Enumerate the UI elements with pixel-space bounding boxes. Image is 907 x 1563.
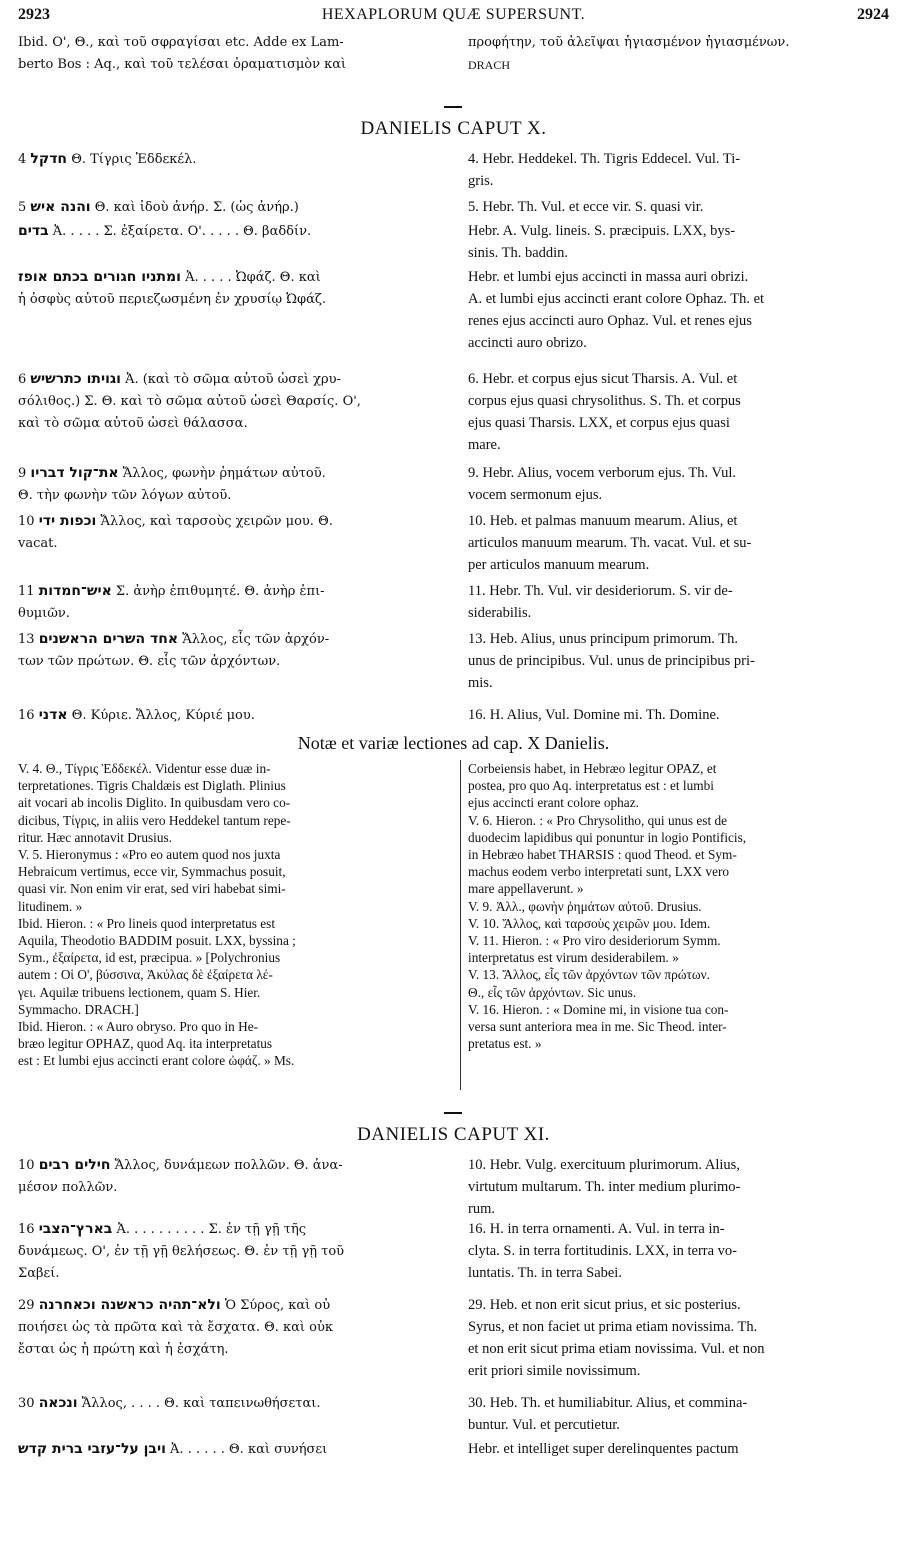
entry-left <box>18 462 448 507</box>
greek-reading: των τῶν πρώτων. Θ. εἷς τῶν ἀρχόντων. <box>18 654 281 669</box>
latin-translation-line: accincti auro obrizo. <box>468 335 587 351</box>
greek-reading: Σαβεί. <box>18 1266 60 1281</box>
hebrew-lemma: חילים רבים <box>38 1157 111 1173</box>
entry-right <box>468 462 888 506</box>
note-line: autem : Οἱ O', βύσσινα, Ἀκύλας δὲ ἐξαίρετα λέ- <box>18 967 273 983</box>
notes-left-column <box>18 760 448 1070</box>
hebrew-lemma: אחד השרים הראשנים <box>38 631 179 647</box>
latin-translation-line: 10. Heb. et palmas manuum mearum. Alius, et <box>468 513 738 529</box>
entry-left <box>18 196 448 219</box>
note-line: Symmacho. DRACH.] <box>18 1001 139 1017</box>
note-line: V. 4. Θ., Τίγρις Ἐδδεκέλ. Videntur esse duæ in- <box>18 761 271 776</box>
latin-translation-line: erit priori simile novissimum. <box>468 1363 641 1379</box>
running-title: HEXAPLORUM QUÆ SUPERSUNT. <box>321 6 586 23</box>
greek-reading: 4 Θ. Τίγρις Ἐδδεκέλ. <box>18 152 197 167</box>
note-line: machus eodem verbo interpretati sunt, LXX vero <box>468 864 730 880</box>
text-line <box>18 651 448 673</box>
notes-right-column <box>468 760 888 1052</box>
greek-reading: 5 Θ. καὶ ἰδοὺ ἀνήρ. Σ. (ὡς ἀνήρ.) <box>18 200 299 215</box>
section-divider <box>444 1112 462 1114</box>
entry-left <box>18 266 448 311</box>
text-line <box>18 1392 448 1415</box>
text-line <box>18 462 448 485</box>
greek-reading: 16 Ἀ. . . . . . . . . . Σ. ἐν τῇ γῇ τῆς <box>18 1222 307 1237</box>
note-line: V. 6. Hieron. : « Pro Chrysolitho, qui unus est de <box>468 812 728 828</box>
latin-translation-line: 4. Hebr. Heddekel. Th. Tigris Eddecel. Vul. Ti- <box>468 151 741 167</box>
latin-translation-line: per articulos manuum mearum. <box>468 557 650 573</box>
note-line: ritur. Hæc annotavit Drusius. <box>18 829 173 845</box>
greek-reading: 10 Ἄλλος, δυνάμεων πολλῶν. Θ. ἀνα- <box>18 1158 343 1173</box>
latin-translation-line: 16. H. in terra ornamenti. A. Vul. in terra in- <box>468 1221 725 1237</box>
greek-reading: καὶ τὸ σῶμα αὐτοῦ ὡσεὶ θάλασσα. <box>18 416 248 431</box>
entry-right <box>468 580 888 624</box>
note-line: mare appellaverunt. » <box>468 881 584 897</box>
note-line: Θ., εἷς τῶν ἀρχόντων. Sic unus. <box>468 984 637 1000</box>
hebrew-lemma: וכפות ידי <box>38 513 97 529</box>
text-line <box>18 580 448 603</box>
note-line: V. 13. Ἄλλος, εἷς τῶν ἀρχόντων τῶν πρώτων. <box>468 967 710 983</box>
hebrew-lemma: ומתניו חגורים בכתם אופז <box>18 269 181 285</box>
text-line <box>18 1154 448 1177</box>
greek-reading: 16 Θ. Κύριε. Ἄλλος, Κύριέ μου. <box>18 708 255 723</box>
greek-reading: 29 Ὁ Σύρος, καὶ οὐ <box>18 1298 331 1313</box>
text-line <box>18 413 448 435</box>
text-line <box>18 1218 448 1241</box>
latin-translation-line: 9. Hebr. Alius, vocem verborum ejus. Th. Vul. <box>468 465 737 481</box>
note-line: pretatus est. » <box>468 1036 542 1052</box>
text-line <box>18 289 448 311</box>
greek-reading: Θ. τὴν φωνὴν τῶν λόγων αὐτοῦ. <box>18 488 232 503</box>
text-line <box>18 1263 448 1285</box>
note-line: Aquila, Theodotio BADDIM posuit. LXX, byssina ; <box>18 933 296 949</box>
note-line: Hebraicum vertimus, ecce vir, Symmachus posuit, <box>18 864 286 880</box>
greek-reading: ποιήσει ὡς τὰ πρῶτα καὶ τὰ ἔσχατα. Θ. καὶ οὐκ <box>18 1320 333 1335</box>
latin-translation-line: gris. <box>468 173 494 189</box>
entry-right <box>468 148 888 192</box>
latin-translation-line: 30. Heb. Th. et humiliabitur. Alius, et commina- <box>468 1395 748 1411</box>
text-line: Ibid. O', Θ., καὶ τοῦ σφραγίσαι etc. Adde ex Lam- <box>18 35 344 50</box>
latin-translation-line: et non erit sicut prima etiam novissima. Vul. et non <box>468 1341 765 1357</box>
entry-left <box>18 704 448 727</box>
entry-left <box>18 148 448 171</box>
note-line: duodecim lapidibus qui ponuntur in logio Pontificis, <box>468 829 747 845</box>
latin-translation-line: Hebr. A. Vulg. lineis. S. præcipuis. LXX, bys- <box>468 223 736 239</box>
hebrew-lemma: והנה איש <box>30 199 91 215</box>
hebrew-lemma: וגויתו כתרשיש <box>30 371 121 387</box>
greek-reading: 30 Ἄλλος, . . . . Θ. καὶ ταπεινωθήσεται. <box>18 1396 321 1411</box>
text-line <box>18 510 448 533</box>
page-number-left: 2923 <box>18 6 50 23</box>
latin-translation-line: Hebr. et intelliget super derelinquentes pactum <box>468 1441 739 1457</box>
latin-translation-line: Syrus, et non faciet ut prima etiam novissima. Th. <box>468 1319 758 1335</box>
chapter-xi-title: DANIELIS CAPUT XI. <box>357 1124 550 1145</box>
note-line: litudinem. » <box>18 898 83 914</box>
latin-translation-line: ejus quasi Tharsis. LXX, et corpus ejus quasi <box>468 415 730 431</box>
latin-translation-line: 5. Hebr. Th. Vul. et ecce vir. S. quasi vir. <box>468 199 704 215</box>
note-line: V. 9. Ἀλλ., φωνὴν ῥημάτων αὐτοῦ. Drusius. <box>468 898 702 914</box>
note-line: Corbeiensis habet, in Hebræo legitur OPAZ, et <box>468 761 717 776</box>
latin-translation-line: virtutum multarum. Th. inter medium plurimo- <box>468 1179 741 1195</box>
chapter-x-title: DANIELIS CAPUT X. <box>360 118 547 139</box>
greek-reading: ἔσται ὡς ἡ πρώτη καὶ ἡ ἐσχάτη. <box>18 1342 229 1357</box>
entry-left <box>18 510 448 555</box>
greek-reading: 13 Ἄλλος, εἷς τῶν ἀρχόν- <box>18 632 330 647</box>
text-line <box>18 1241 448 1263</box>
latin-translation-line: mare. <box>468 437 501 453</box>
hebrew-lemma: ולא־תהיה כראשנה וכאחרנה <box>38 1297 221 1313</box>
hebrew-lemma: אדני <box>38 707 68 723</box>
text-line <box>18 1317 448 1339</box>
entry-left <box>18 368 448 435</box>
latin-translation-line: renes ejus accincti auro Ophaz. Vul. et renes ejus <box>468 313 752 329</box>
latin-translation-line: mis. <box>468 675 493 691</box>
latin-translation-line: rum. <box>468 1201 495 1217</box>
latin-translation-line: articulos manuum mearum. Th. vacat. Vul. et su- <box>468 535 752 551</box>
hebrew-lemma: איש־חמדות <box>38 583 112 599</box>
greek-reading: 9 Ἄλλος, φωνὴν ῥημάτων αὐτοῦ. <box>18 466 326 481</box>
section-divider <box>444 106 462 108</box>
greek-reading: θυμιῶν. <box>18 606 70 621</box>
latin-translation-line: Hebr. et lumbi ejus accincti in massa auri obrizi. <box>468 269 749 285</box>
text-line: DRACH <box>468 58 511 72</box>
page-header <box>18 6 889 32</box>
column-separator <box>460 760 461 1090</box>
latin-translation-line: 10. Hebr. Vulg. exercituum plurimorum. Alius, <box>468 1157 740 1173</box>
latin-translation-line: 29. Heb. et non erit sicut prius, et sic posterius. <box>468 1297 741 1313</box>
latin-translation-line: vocem sermonum ejus. <box>468 487 603 503</box>
note-line: V. 10. Ἄλλος, καὶ ταρσοὺς χειρῶν μου. Idem. <box>468 915 711 931</box>
note-line: terpretationes. Tigris Chaldæis est Diglath. Plinius <box>18 778 286 794</box>
greek-reading: 6 Ἀ. (καὶ τὸ σῶμα αὐτοῦ ὡσεὶ χρυ- <box>18 372 341 387</box>
entry-right <box>468 704 888 726</box>
note-line: V. 5. Hieronymus : «Pro eo autem quod nos juxta <box>18 847 281 863</box>
entry-left <box>18 1392 448 1415</box>
greek-reading: Ἀ. . . . . Σ. ἐξαίρετα. O'. . . . . Θ. βαδδίν. <box>52 224 312 239</box>
greek-reading: ἡ ὀσφὺς αὐτοῦ περιεζωσμένη ἐν χρυσίῳ Ὠφάζ. <box>18 292 327 307</box>
top-fragment-left <box>18 32 448 76</box>
entry-left <box>18 1154 448 1199</box>
latin-translation-line: luntatis. Th. in terra Sabei. <box>468 1265 622 1281</box>
note-line: V. 16. Hieron. : « Domine mi, in visione tua con- <box>468 1001 729 1017</box>
latin-translation-line: 11. Hebr. Th. Vul. vir desideriorum. S. vir de- <box>468 583 733 599</box>
text-line <box>18 1438 448 1461</box>
note-line: Sym., ἐξαίρετα, id est, præcipua. » [Polychronius <box>18 950 281 966</box>
page-number-right: 2924 <box>857 6 889 23</box>
note-line: γει. Aquilæ tribuens lectionem, quam S. Hier. <box>18 984 261 1000</box>
greek-reading: Ἀ. . . . . . Θ. καὶ συνήσει <box>170 1442 328 1457</box>
note-line: ejus accincti erant colore ophaz. <box>468 795 639 811</box>
entry-left <box>18 628 448 673</box>
latin-translation-line: 6. Hebr. et corpus ejus sicut Tharsis. A. Vul. et <box>468 371 738 387</box>
text-line <box>18 533 448 555</box>
entry-right <box>468 368 888 456</box>
hebrew-lemma: בארץ־הצבי <box>38 1221 113 1237</box>
text-line: προφήτην, τοῦ ἀλεῖψαι ἡγιασμένον ἡγιασμένων. <box>468 35 790 50</box>
text-line <box>18 603 448 625</box>
text-line <box>18 1339 448 1361</box>
entry-right <box>468 1392 888 1436</box>
note-line: V. 11. Hieron. : « Pro viro desideriorum Symm. <box>468 933 721 949</box>
greek-reading: vacat. <box>18 536 58 551</box>
text-line: berto Bos : Aq., καὶ τοῦ τελέσαι ὁραματισμὸν καὶ <box>18 57 347 72</box>
greek-reading: Ἀ. . . . . Ὠφάζ. Θ. καὶ <box>185 270 321 285</box>
entry-left <box>18 580 448 625</box>
text-line <box>18 196 448 219</box>
greek-reading: 11 Σ. ἀνὴρ ἐπιθυμητέ. Θ. ἀνὴρ ἐπι- <box>18 584 325 599</box>
note-line: dicibus, Τίγρις, in aliis vero Heddekel tantum repe- <box>18 812 291 828</box>
latin-translation-line: 13. Heb. Alius, unus principum primorum. Th. <box>468 631 738 647</box>
entry-right <box>468 1154 888 1220</box>
latin-translation-line: A. et lumbi ejus accincti erant colore Ophaz. Th. et <box>468 291 765 307</box>
text-line <box>18 485 448 507</box>
hebrew-lemma: חדקל <box>30 151 68 167</box>
note-line: in Hebræo habet THARSIS : quod Theod. et Sym- <box>468 847 737 863</box>
hebrew-lemma: ויבן על־עזבי ברית קדש <box>18 1441 166 1457</box>
entry-right <box>468 510 888 576</box>
entry-right <box>468 1438 888 1460</box>
hebrew-lemma: בדים <box>18 223 49 239</box>
entry-right <box>468 1294 888 1382</box>
latin-translation-line: sinis. Th. baddin. <box>468 245 569 261</box>
text-line <box>18 704 448 727</box>
note-line: Ibid. Hieron. : « Pro lineis quod interpretatus est <box>18 915 276 931</box>
note-line: versa sunt anteriora mea in me. Sic Theod. inter- <box>468 1019 727 1035</box>
latin-translation-line: buntur. Vul. et percutietur. <box>468 1417 620 1433</box>
text-line <box>18 1177 448 1199</box>
hebrew-lemma: ונכאה <box>38 1395 78 1411</box>
greek-reading: μέσον πολλῶν. <box>18 1180 118 1195</box>
latin-translation-line: siderabilis. <box>468 605 532 621</box>
text-line <box>18 266 448 289</box>
text-line <box>18 1294 448 1317</box>
note-line: est : Et lumbi ejus accincti erant colore ὠφάζ. » Ms. <box>18 1053 295 1069</box>
entry-left <box>18 1294 448 1361</box>
note-line: ait vocari ab incolis Diglito. In quibusdam vero co- <box>18 795 291 811</box>
top-fragment-right <box>468 32 888 76</box>
latin-translation-line: unus de principibus. Vul. unus de principibus pri- <box>468 653 755 669</box>
note-line: quasi vir. Non enim vir erat, sed viri habebat simi- <box>18 881 286 897</box>
entry-left <box>18 220 448 243</box>
latin-translation-line: 16. H. Alius, Vul. Domine mi. Th. Domine. <box>468 707 720 723</box>
note-line: bræo legitur OPHAZ, quod Aq. ita interpretatus <box>18 1036 273 1052</box>
note-line: interpretatus est virum desiderabilem. » <box>468 950 679 966</box>
greek-reading: δυνάμεως. O', ἐν τῇ γῇ θελήσεως. Θ. ἐν τῇ γῇ τοῦ <box>18 1244 345 1259</box>
latin-translation-line: corpus ejus quasi chrysolithus. S. Th. et corpus <box>468 393 741 409</box>
text-line <box>18 148 448 171</box>
entry-left <box>18 1438 448 1461</box>
entry-right <box>468 1218 888 1284</box>
notes-title: Notæ et variæ lectiones ad cap. X Danielis. <box>297 733 610 753</box>
entry-right <box>468 220 888 264</box>
greek-reading: 10 Ἄλλος, καὶ ταρσοὺς χειρῶν μου. Θ. <box>18 514 333 529</box>
entry-right <box>468 266 888 354</box>
entry-left <box>18 1218 448 1285</box>
note-line: Ibid. Hieron. : « Auro obryso. Pro quo in He- <box>18 1019 259 1035</box>
text-line <box>18 391 448 413</box>
note-line: postea, pro quo Aq. interpretatus est : et lumbi <box>468 778 714 794</box>
entry-right <box>468 196 888 218</box>
entry-right <box>468 628 888 694</box>
text-line <box>18 220 448 243</box>
hebrew-lemma: את־קול דבריו <box>30 465 119 481</box>
text-line <box>18 628 448 651</box>
latin-translation-line: clyta. S. in terra fortitudinis. LXX, in terra vo- <box>468 1243 737 1259</box>
greek-reading: σόλιθος.) Σ. Θ. καὶ τὸ σῶμα αὐτοῦ ὡσεὶ Θαρσίς. O', <box>18 394 361 409</box>
text-line <box>18 368 448 391</box>
